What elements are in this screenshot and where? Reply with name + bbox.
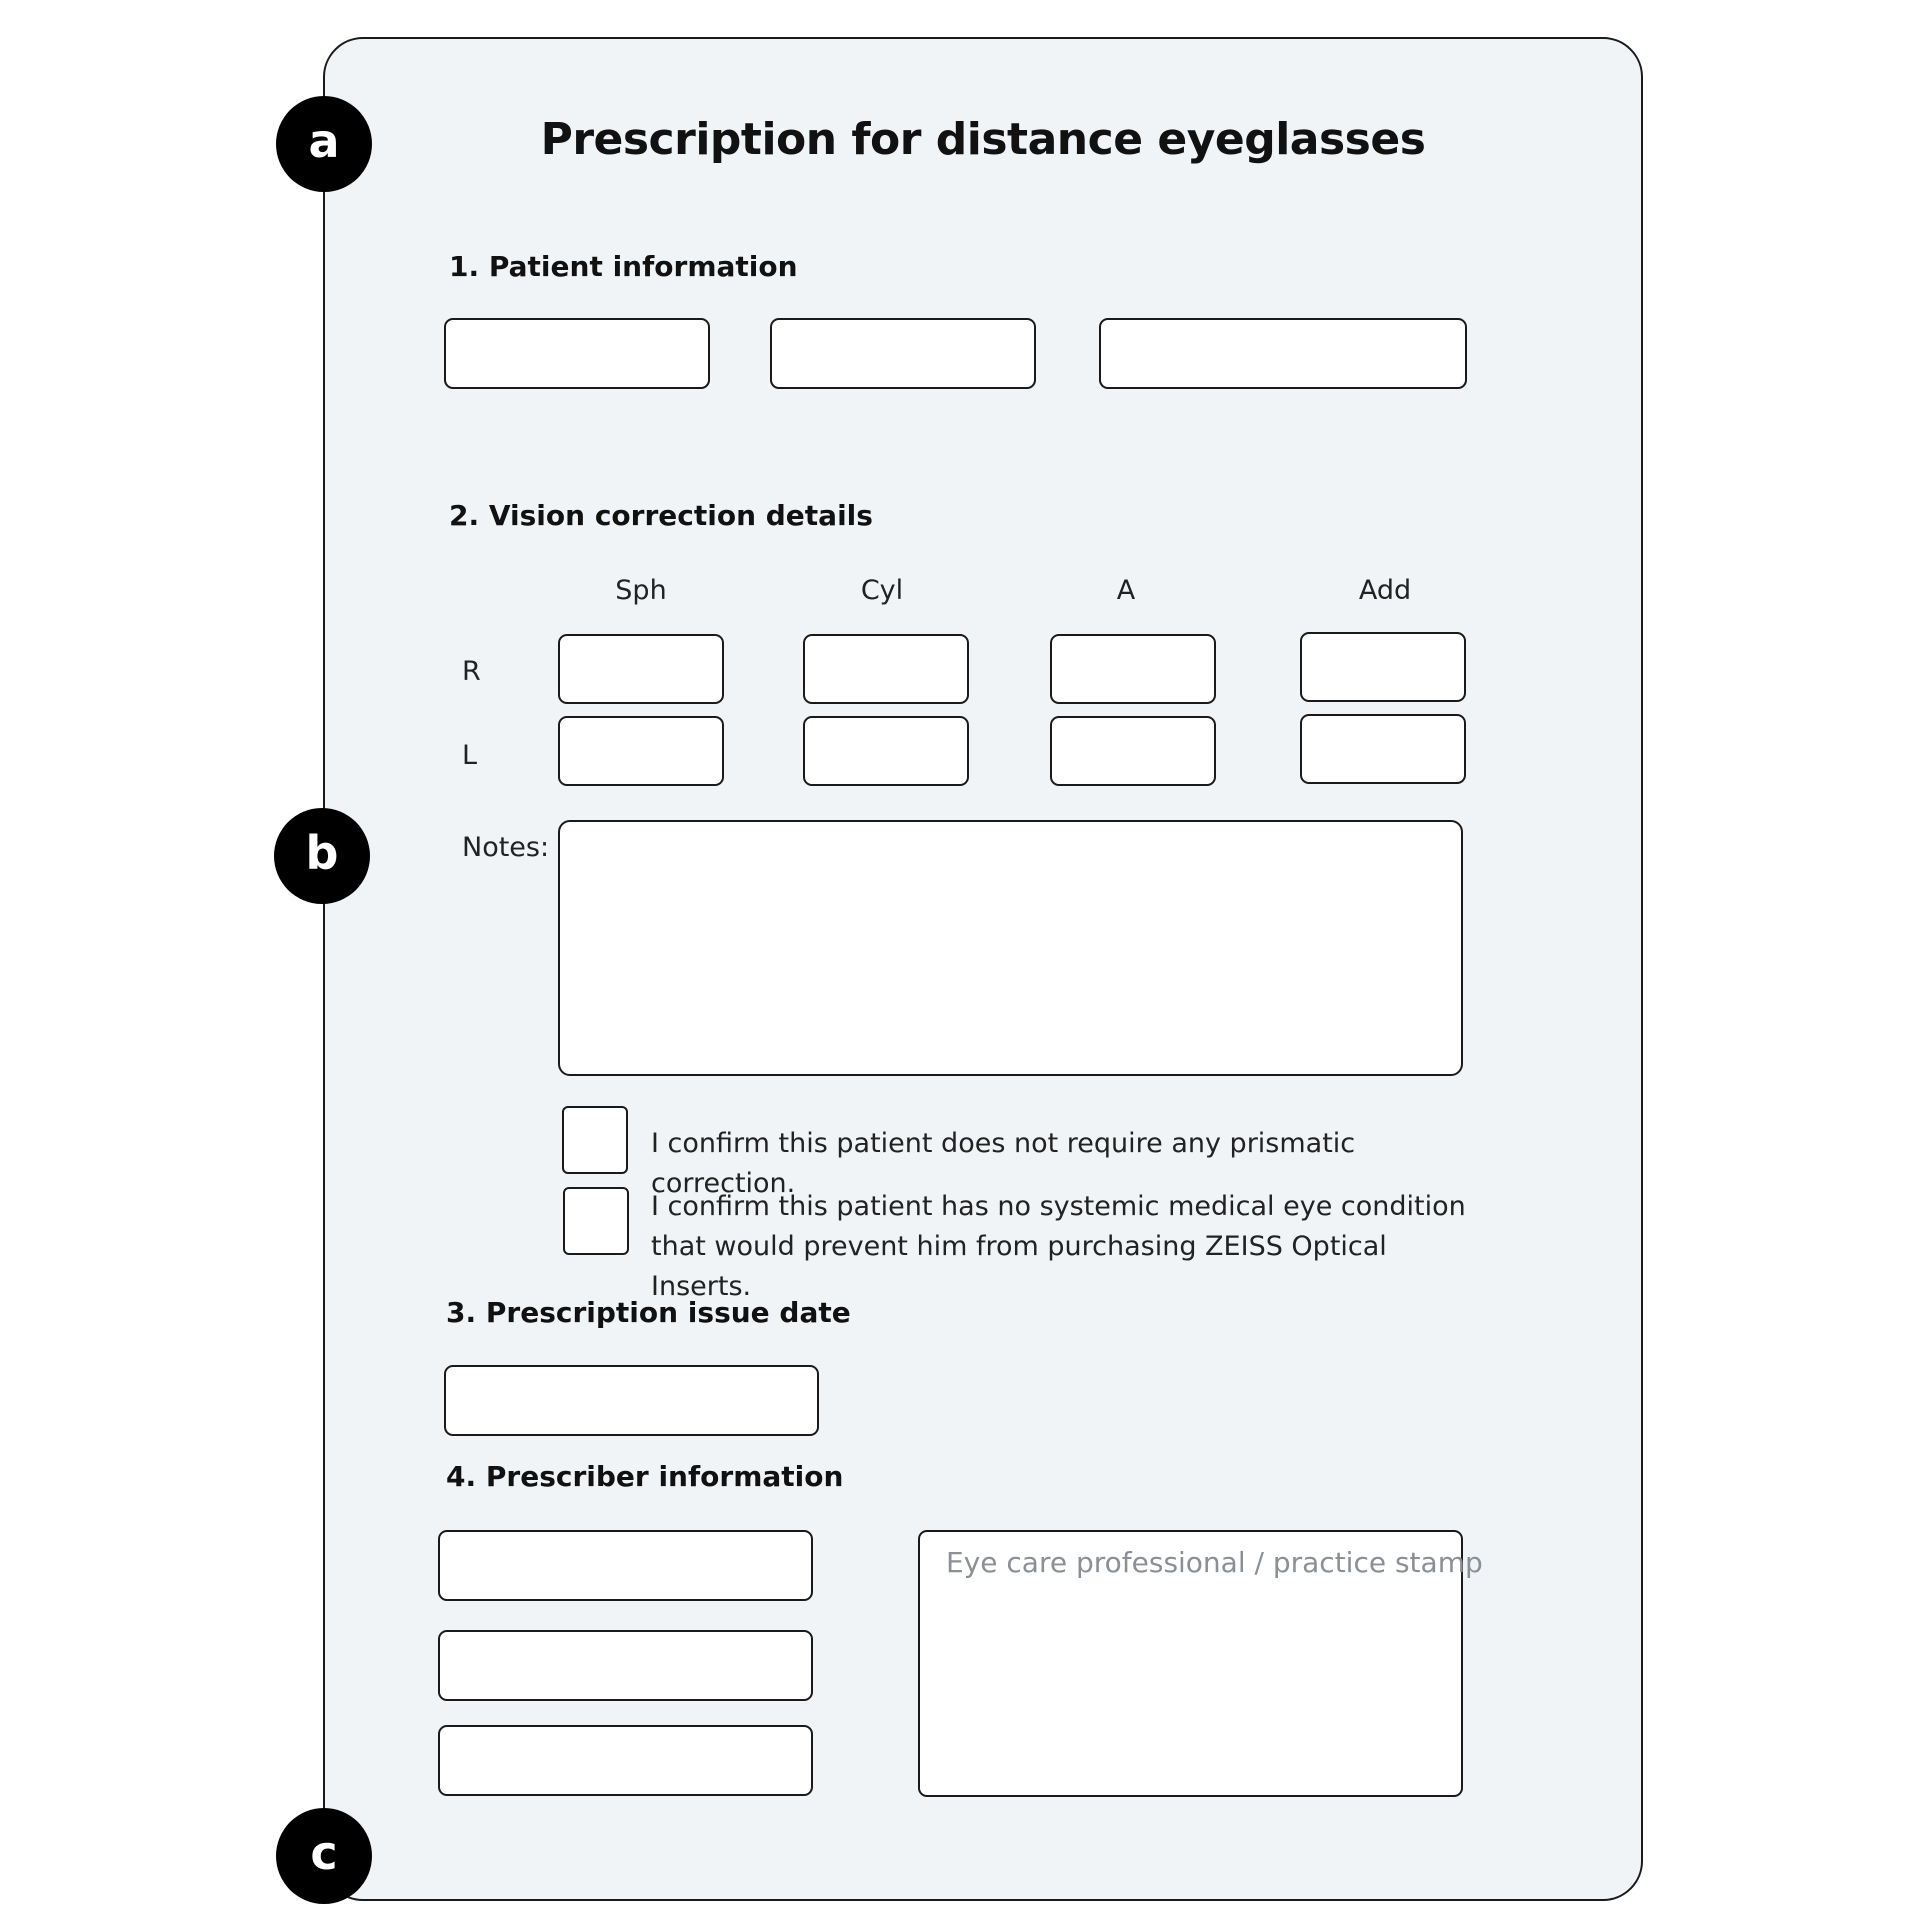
column-header-cyl: Cyl [860,575,904,606]
row-label-r: R [462,656,481,687]
l-add-field[interactable] [1300,714,1466,784]
issue-date-field[interactable] [444,1365,819,1436]
r-sph-field[interactable] [558,634,724,704]
r-cyl-field[interactable] [803,634,969,704]
column-header-a: A [1116,575,1136,606]
notes-textarea[interactable] [558,820,1463,1076]
patient-field-1[interactable] [444,318,710,389]
form-title: Prescription for distance eyeglasses [540,114,1426,165]
r-add-field[interactable] [1300,632,1466,702]
column-header-add: Add [1358,575,1412,606]
prescriber-field-3[interactable] [438,1725,813,1796]
patient-field-3[interactable] [1099,318,1467,389]
no-medical-condition-statement: I confirm this patient has no systemic medical eye condition that would prevent him from purchasing ZEISS Optical Inserts. [651,1191,1466,1302]
prescriber-field-1[interactable] [438,1530,813,1601]
practice-stamp-area[interactable] [918,1530,1483,1797]
section-issue-date: 3. Prescription issue date [446,1296,851,1329]
l-cyl-field[interactable] [803,716,969,786]
section-vision-correction: 2. Vision correction details [449,499,873,532]
section-prescriber-information: 4. Prescriber information [446,1460,844,1493]
prescriber-field-2[interactable] [438,1630,813,1701]
row-label-l: L [462,740,478,771]
stamp-placeholder-text: Eye care professional / practice stamp [946,1546,1483,1579]
no-medical-condition-checkbox[interactable] [563,1187,629,1255]
patient-field-2[interactable] [770,318,1036,389]
l-a-field[interactable] [1050,716,1216,786]
r-a-field[interactable] [1050,634,1216,704]
notes-label: Notes: [462,832,550,863]
marker-c: c [276,1808,372,1904]
no-prism-statement: I confirm this patient does not require any prismatic correction. [651,1128,1356,1199]
no-prism-checkbox[interactable] [562,1106,628,1174]
l-sph-field[interactable] [558,716,724,786]
column-header-sph: Sph [615,575,667,606]
marker-b: b [274,808,370,904]
marker-a: a [276,96,372,192]
section-patient-information: 1. Patient information [449,250,798,283]
